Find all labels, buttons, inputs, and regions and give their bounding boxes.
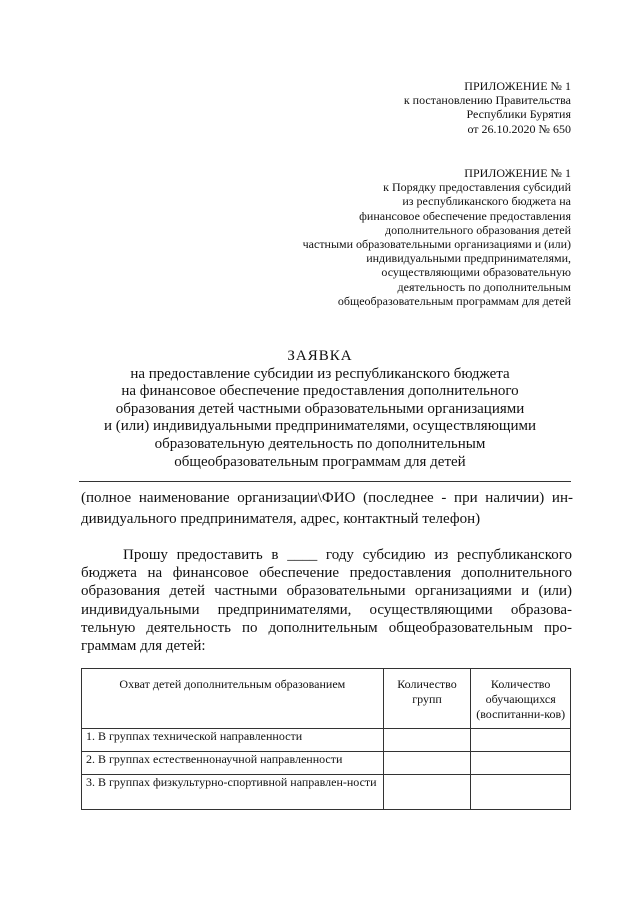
row-label: 1. В группах технической направленности (82, 729, 384, 752)
title-line: на финансовое обеспечение предоставления дополнительного (121, 383, 519, 400)
table-row (82, 775, 571, 810)
header-coverage: Охват детей дополнительным образованием (82, 669, 384, 729)
appendix-line: от 26.10.2020 № 650 (467, 121, 571, 136)
appendix-line: Республики Бурятия (466, 107, 571, 122)
appendix-line: к постановлению Правительства (403, 93, 571, 108)
appendix-line: из республиканского бюджета на (402, 194, 571, 209)
fill-line-caption (81, 488, 573, 530)
title-line: образования детей частными образовательными организациями (115, 400, 525, 417)
title-line: на предоставление субсидии из республиканского бюджета (130, 365, 510, 382)
organization-name-fill-line (79, 481, 571, 482)
students-count-cell (471, 729, 571, 752)
row-label: 2. В группах естественнонаучной направленности (82, 752, 384, 775)
appendix-heading: ПРИЛОЖЕНИЕ № 1 (464, 79, 571, 93)
paragraph-line: граммам для детей: (81, 638, 206, 655)
appendix-line: осуществляющими образовательную (381, 265, 571, 280)
paragraph-line: образования детей частными образовательными организациями и (или) (81, 583, 572, 600)
title-line: общеобразовательным программам для детей (174, 453, 466, 470)
header-groups-count: Количество групп (383, 669, 471, 729)
table-header-row (82, 669, 571, 729)
title-line: образовательную деятельность по дополнительным (154, 435, 486, 452)
appendix-line: финансовое обеспечение предоставления (359, 208, 571, 223)
appendix-line: частными образовательными организациями и (или) (302, 237, 571, 252)
table-row (82, 752, 571, 775)
appendix-line: к Порядку предоставления субсидий (383, 180, 571, 195)
groups-count-cell (383, 729, 471, 752)
paragraph-line: индивидуальными предпринимателями, осуществляющими образова- (81, 601, 572, 618)
document-heading: ЗАЯВКА (287, 348, 353, 364)
appendix-procedure-block (303, 166, 571, 308)
appendix-resolution-block (404, 79, 571, 136)
students-count-cell (471, 752, 571, 775)
header-students-count: Количество обучающихся (воспитанни-ков) (471, 669, 571, 729)
appendix-line: дополнительного образования детей (385, 222, 571, 237)
appendix-heading: ПРИЛОЖЕНИЕ № 1 (464, 166, 571, 180)
coverage-table (81, 668, 571, 810)
paragraph-line: бюджета на финансовое обеспечение предоставления дополнительного (81, 565, 572, 582)
appendix-line: индивидуальными предпринимателями, (366, 251, 571, 266)
application-title (70, 348, 570, 471)
paragraph-line: Прошу предоставить в ____ году субсидию из республиканского (123, 547, 572, 563)
title-line: и (или) индивидуальными предпринимателями, осуществляющими (103, 418, 536, 435)
appendix-line: общеобразовательным программам для детей (337, 293, 571, 308)
groups-count-cell (383, 752, 471, 775)
groups-count-cell (383, 775, 471, 810)
table-row (82, 729, 571, 752)
request-paragraph (81, 546, 572, 655)
caption-line: (полное наименование организации\ФИО (последнее - при наличии) ин- (81, 490, 573, 506)
students-count-cell (471, 775, 571, 810)
paragraph-line: тельную деятельность по дополнительным общеобразовательным про- (81, 619, 572, 636)
row-label: 3. В группах физкультурно-спортивной направлен-ности (82, 775, 384, 810)
appendix-line: деятельность по дополнительным (397, 279, 571, 294)
caption-line: дивидуального предпринимателя, адрес, контактный телефон) (81, 511, 481, 527)
